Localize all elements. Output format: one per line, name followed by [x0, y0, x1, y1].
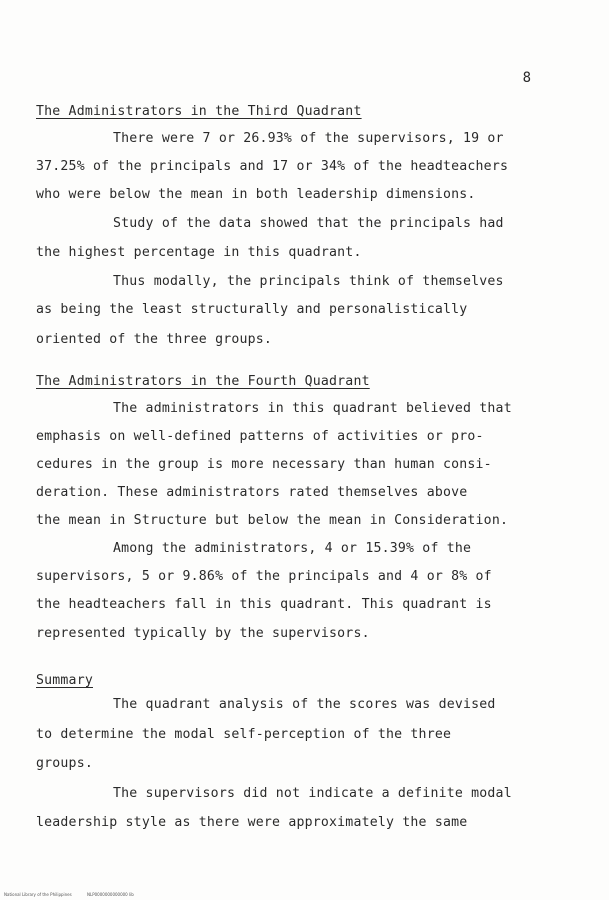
paragraph-line: There were 7 or 26.93% of the supervisors, 19 or [113, 131, 504, 146]
paragraph-line: emphasis on well-defined patterns of activities or pro- [36, 429, 484, 444]
paragraph-line: groups. [36, 756, 93, 771]
paragraph-line: cedures in the group is more necessary than human consi- [36, 457, 492, 472]
paragraph-line: The supervisors did not indicate a definite modal [113, 786, 512, 801]
fourth-quadrant-heading: The Administrators in the Fourth Quadrant [36, 374, 370, 389]
paragraph-line: the mean in Structure but below the mean in Consideration. [36, 513, 509, 528]
paragraph-line: deration. These administrators rated themselves above [36, 485, 468, 500]
paragraph-line: as being the least structurally and personalistically [36, 302, 468, 317]
paragraph-line: The quadrant analysis of the scores was devised [113, 697, 496, 712]
paragraph-line: the headteachers fall in this quadrant. This quadrant is [36, 597, 492, 612]
paragraph-line: who were below the mean in both leadership dimensions. [36, 187, 476, 202]
paragraph-line: to determine the modal self-perception of the three [36, 727, 452, 742]
third-quadrant-heading: The Administrators in the Third Quadrant [36, 104, 362, 119]
paragraph-line: 37.25% of the principals and 17 or 34% of the headteachers [36, 159, 509, 174]
summary-heading: Summary [36, 673, 93, 688]
paragraph-line: leadership style as there were approximately the same [36, 815, 468, 830]
paragraph-line: supervisors, 5 or 9.86% of the principals and 4 or 8% of [36, 569, 492, 584]
paragraph-line: oriented of the three groups. [36, 332, 273, 347]
paragraph-line: the highest percentage in this quadrant. [36, 245, 362, 260]
paragraph-line: Thus modally, the principals think of themselves [113, 274, 504, 289]
paragraph-line: Study of the data showed that the principals had [113, 216, 504, 231]
footer-library: National Library of the Philippines [4, 892, 72, 897]
archive-footer [4, 892, 148, 897]
paragraph-line: The administrators in this quadrant believed that [113, 401, 512, 416]
footer-code: NLP0000000000000 lib [87, 892, 134, 897]
paragraph-line: represented typically by the supervisors. [36, 626, 370, 641]
page-number: 8 [522, 70, 531, 86]
paragraph-line: Among the administrators, 4 or 15.39% of the [113, 541, 472, 556]
